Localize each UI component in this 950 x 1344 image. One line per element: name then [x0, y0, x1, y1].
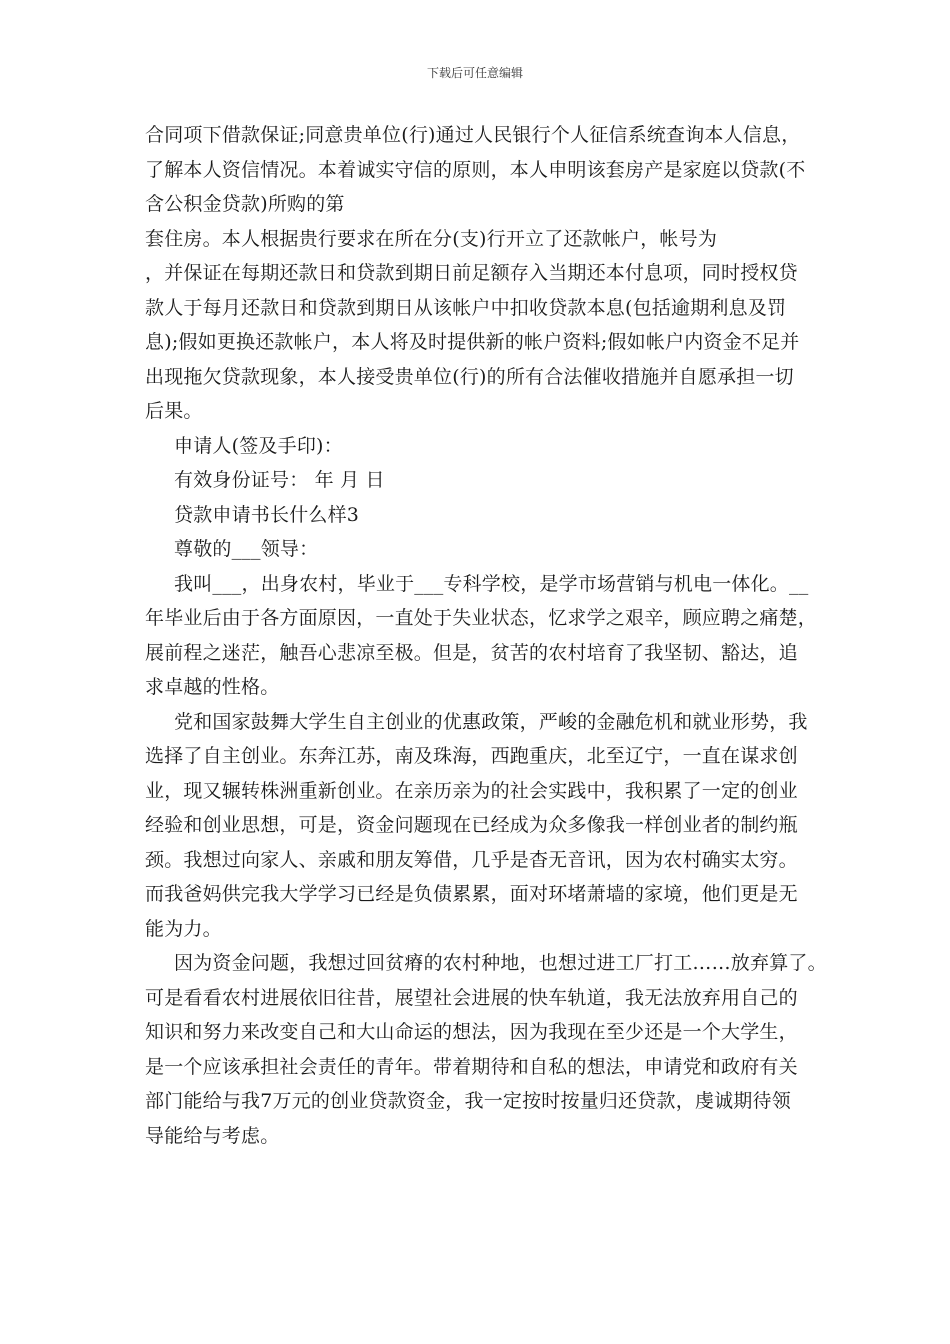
text-line: 申请人(签及手印)： — [174, 434, 343, 457]
text-line: ，并保证在每期还款日和贷款到期日前足额存入当期还本付息项，同时授权贷 — [145, 262, 798, 284]
text-line: 能为力。 — [145, 917, 222, 940]
text-line: 贷款申请书长什么样3 — [174, 503, 360, 526]
text-line: 尊敬的___领导： — [174, 538, 319, 560]
text-line: 展前程之迷茫，触吾心悲凉至极。但是，贫苦的农村培育了我坚韧、豁达，追 — [145, 641, 798, 664]
text-line: 合同项下借款保证;同意贵单位(行)通过人民银行个人征信系统查询本人信息， — [145, 124, 801, 146]
text-line: 业，现又辗转株洲重新创业。在亲历亲为的社会实践中，我积累了一定的创业 — [145, 779, 798, 802]
text-line: 款人于每月还款日和贷款到期日从该帐户中扣收贷款本息(包括逾期利息及罚 — [145, 296, 787, 319]
text-line: 有效身份证号： 年 月 日 — [174, 469, 385, 491]
text-line: 可是看看农村进展依旧往昔，展望社会进展的快车轨道，我无法放弃用自己的 — [145, 986, 798, 1009]
text-line: 是一个应该承担社会责任的青年。带着期待和自私的想法，申请党和政府有关 — [145, 1055, 798, 1078]
text-line: 求卓越的性格。 — [145, 676, 280, 698]
text-line: 了解本人资信情况。本着诚实守信的原则，本人申明该套房产是家庭以贷款(不 — [145, 158, 806, 181]
page-header: 下载后可任意编辑 — [426, 66, 523, 80]
text-line: 颈。我想过向家人、亲戚和朋友筹借，几乎是杳无音讯，因为农村确实太穷。 — [145, 848, 798, 871]
text-line: 套住房。本人根据贵行要求在所在分(支)行开立了还款帐户，帐号为 — [145, 227, 718, 250]
text-line: 后果。 — [145, 400, 203, 422]
text-line: 经验和创业思想，可是，资金问题现在已经成为众多像我一样创业者的制约瓶 — [145, 814, 798, 836]
text-line: 党和国家鼓舞大学生自主创业的优惠政策，严峻的金融危机和就业形势，我 — [174, 710, 808, 733]
text-line: 我叫___，出身农村，毕业于___专科学校，是学市场营销与机电一体化。__ — [174, 572, 809, 595]
text-line: 因为资金问题，我想过回贫瘠的农村种地，也想过进工厂打工……放弃算了。 — [174, 952, 827, 974]
text-line: 年毕业后由于各方面原因，一直处于失业状态，忆求学之艰辛，顾应聘之痛楚， — [145, 607, 818, 629]
text-line: 部门能给与我7万元的创业贷款资金，我一定按时按量归还贷款，虔诚期待领 — [145, 1090, 791, 1112]
document-body — [145, 118, 825, 1153]
text-line: 而我爸妈供完我大学学习已经是负债累累，面对环堵萧墙的家境，他们更是无 — [145, 883, 798, 905]
text-line: 选择了自主创业。东奔江苏，南及珠海，西跑重庆，北至辽宁，一直在谋求创 — [145, 745, 798, 767]
text-line: 知识和努力来改变自己和大山命运的想法，因为我现在至少还是一个大学生， — [145, 1021, 798, 1043]
text-line: 含公积金贷款)所购的第 — [145, 193, 345, 215]
text-line: 息);假如更换还款帐户，本人将及时提供新的帐户资料;假如帐户内资金不足并 — [145, 331, 800, 353]
text-line: 导能给与考虑。 — [145, 1124, 280, 1147]
text-line: 出现拖欠贷款现象，本人接受贵单位(行)的所有合法催收措施并自愿承担一切 — [145, 365, 794, 388]
